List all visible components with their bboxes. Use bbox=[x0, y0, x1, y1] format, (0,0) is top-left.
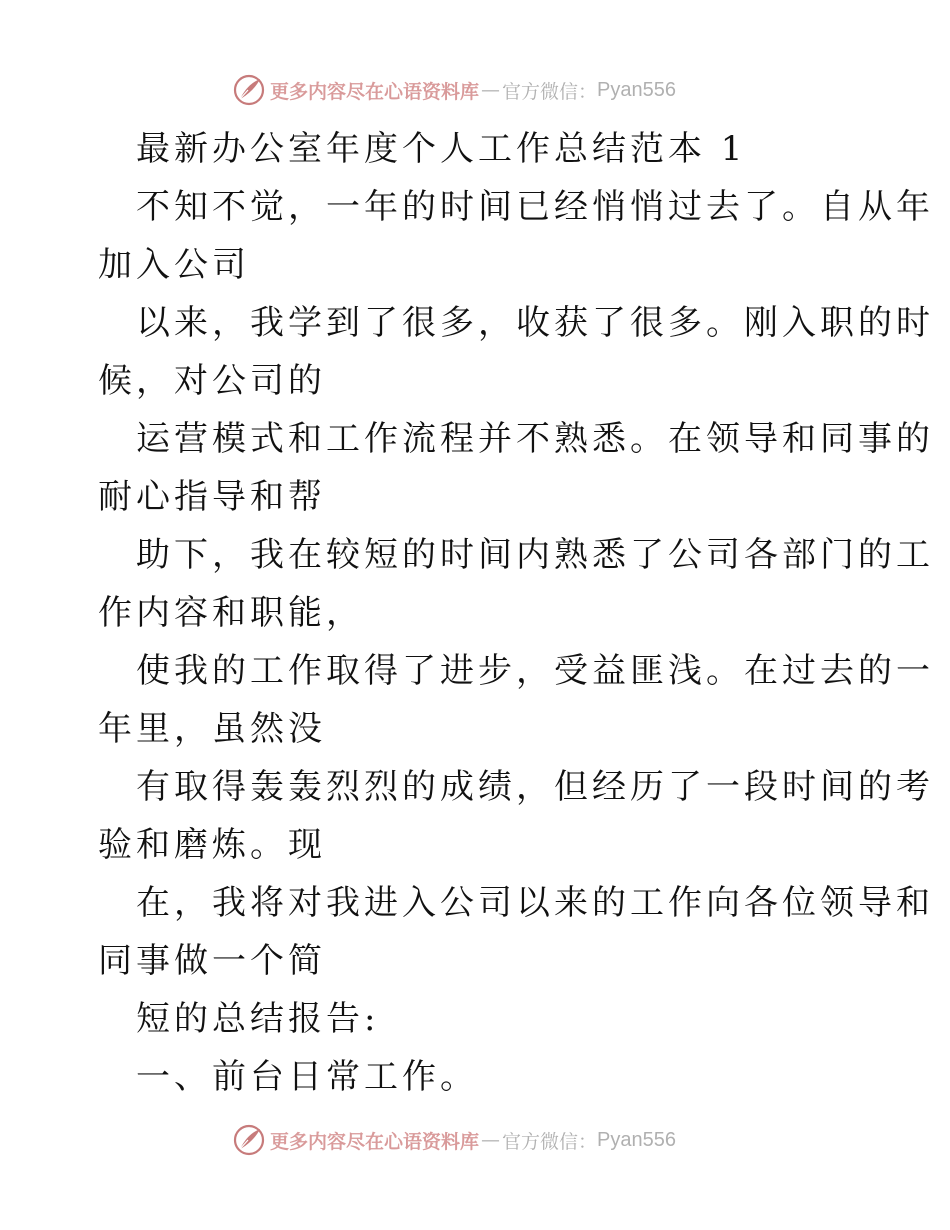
text-line: 耐心指导和帮 bbox=[98, 477, 326, 517]
watermark-text: 更多内容尽在心语资料库 bbox=[270, 1130, 480, 1153]
feather-pen-logo-icon bbox=[232, 73, 266, 107]
text-line: 有取得轰轰烈烈的成绩，但经历了一段时间的考 bbox=[136, 767, 934, 807]
text-line: 使我的工作取得了进步，受益匪浅。在过去的一 bbox=[136, 651, 934, 691]
text-line: 候，对公司的 bbox=[98, 361, 326, 401]
watermark-text: 更多内容尽在心语资料库 bbox=[270, 80, 480, 103]
header-watermark bbox=[232, 70, 676, 110]
text-line: 验和磨炼。现 bbox=[98, 825, 326, 865]
text-line: 加入公司 bbox=[98, 245, 250, 285]
text-line: 同事做一个简 bbox=[98, 941, 326, 981]
feather-pen-logo-icon bbox=[232, 1123, 266, 1157]
text-line: 不知不觉，一年的时间已经悄悄过去了。自从年 bbox=[136, 187, 934, 227]
text-line: 作内容和职能， bbox=[98, 593, 364, 633]
document-title: 最新办公室年度个人工作总结范本 1 bbox=[136, 129, 747, 169]
watermark-separator: — bbox=[481, 79, 501, 101]
text-line: 一、前台日常工作。 bbox=[136, 1057, 478, 1097]
text-line: 短的总结报告: bbox=[136, 999, 380, 1039]
watermark-separator: — bbox=[481, 1129, 501, 1151]
text-line: 在，我将对我进入公司以来的工作向各位领导和 bbox=[136, 883, 934, 923]
text-line: 运营模式和工作流程并不熟悉。在领导和同事的 bbox=[136, 419, 934, 459]
watermark-wechat-label: 官方微信： bbox=[502, 80, 598, 103]
text-line: 助下，我在较短的时间内熟悉了公司各部门的工 bbox=[136, 535, 934, 575]
watermark-wechat-id: Pyan556 bbox=[597, 1128, 676, 1151]
text-line: 年里，虽然没 bbox=[98, 709, 326, 749]
document-body bbox=[98, 120, 934, 1106]
footer-watermark bbox=[232, 1120, 676, 1160]
watermark-wechat-id: Pyan556 bbox=[597, 78, 676, 101]
watermark-wechat-label: 官方微信： bbox=[502, 1130, 598, 1153]
text-line: 以来，我学到了很多，收获了很多。刚入职的时 bbox=[136, 303, 934, 343]
